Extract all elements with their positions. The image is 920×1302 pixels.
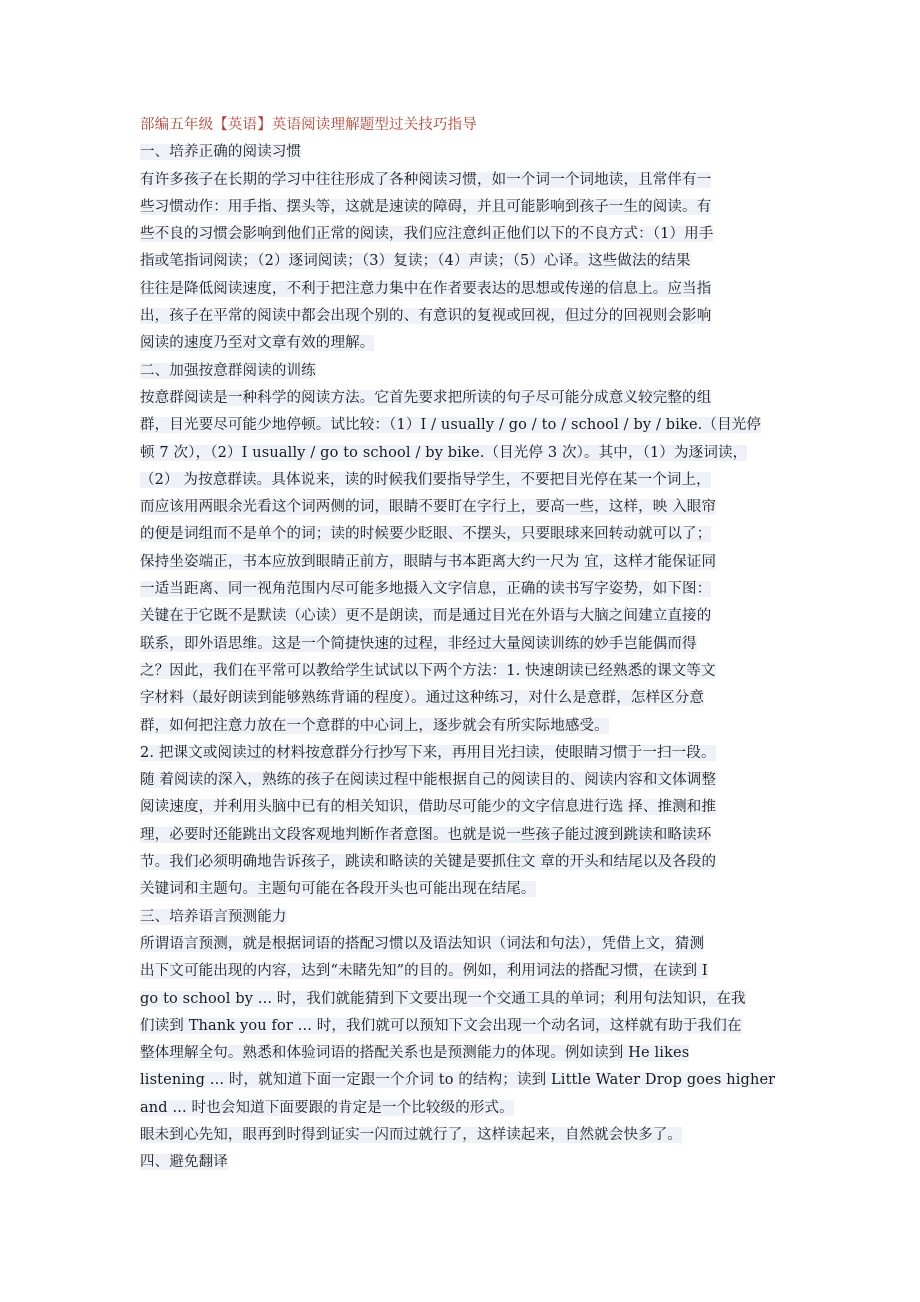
paragraph-line [140, 740, 785, 767]
line-text: 群，目光要尽可能少地停顿。试比较：（1）I / usually / go / to / school / by / bike.（目光停 [140, 417, 762, 434]
section-heading [140, 139, 785, 166]
line-text: 2. 把课文或阅读过的材料按意群分行抄写下来，再用目光扫读，使眼睛习惯于一扫一段。 [140, 744, 716, 761]
line-text: 一、培养正确的阅读习惯 [140, 144, 302, 161]
paragraph-line [140, 794, 785, 821]
line-text: 出下文可能出现的内容，达到“未睹先知”的目的。例如，利用词法的搭配习惯，在读到 I [140, 963, 708, 980]
paragraph-line [140, 767, 785, 794]
paragraph-line [140, 1122, 785, 1149]
line-text: 些习惯动作：用手指、摆头等，这就是速读的障碍，并且可能影响到孩子一生的阅读。有 [140, 198, 712, 215]
line-text: 所谓语言预测，就是根据词语的搭配习惯以及语法知识（词法和句法），凭借上文，猜测 [140, 935, 705, 952]
paragraph-line [140, 521, 785, 548]
line-text: 整体理解全句。熟悉和体验词语的搭配关系也是预测能力的体现。例如读到 He likes [140, 1045, 690, 1062]
paragraph-line [140, 849, 785, 876]
paragraph-line [140, 1095, 785, 1122]
paragraph-line [140, 412, 785, 439]
line-text: 理，必要时还能跳出文段客观地判断作者意图。也就是说一些孩子能过渡到跳读和略读环 [140, 826, 712, 843]
line-text: 的便是词组而不是单个的词；读的时候要少眨眼、不摆头，只要眼球来回转动就可以了； [140, 526, 712, 543]
paragraph-line [140, 1067, 785, 1094]
line-text: 阅读速度，并利用头脑中已有的相关知识，借助尽可能少的文字信息进行选 择、推测和推 [140, 799, 717, 816]
line-text: 联系，即外语思维。这是一个简捷快速的过程，非经过大量阅读训练的妙手岂能偶而得 [140, 635, 697, 652]
section-heading [140, 904, 785, 931]
line-text: 一适当距离、同一视角范围内尽可能多地摄入文字信息，正确的读书写字姿势，如下图： [140, 581, 712, 598]
line-text: 之？因此，我们在平常可以教给学生试试以下两个方法：1. 快速朗读已经熟悉的课文等文 [140, 662, 716, 679]
line-text: 往往是降低阅读速度，不利于把注意力集中在作者要表达的思想或传递的信息上。应当指 [140, 280, 712, 297]
line-text: 三、培养语言预测能力 [140, 908, 287, 925]
line-text: 随 着阅读的深入，熟练的孩子在阅读过程中能根据自己的阅读目的、阅读内容和文体调整 [140, 772, 717, 789]
paragraph-line [140, 167, 785, 194]
paragraph-line [140, 1040, 785, 1067]
paragraph-line [140, 549, 785, 576]
paragraph-line [140, 658, 785, 685]
paragraph-line [140, 385, 785, 412]
line-text: 而应该用两眼余光看这个词两侧的词，眼睛不要盯在字行上，要高一些，这样，映 入眼帘 [140, 499, 717, 516]
line-text: 眼未到心先知，眼再到时得到证实一闪而过就行了，这样读起来，自然就会快多了。 [140, 1126, 683, 1143]
paragraph-line [140, 576, 785, 603]
paragraph-line [140, 276, 785, 303]
line-text: 些不良的习惯会影响到他们正常的阅读，我们应注意纠正他们以下的不良方式：（1）用手 [140, 226, 714, 243]
line-text: 阅读的速度乃至对文章有效的理解。 [140, 335, 375, 352]
line-text: 有许多孩子在长期的学习中往往形成了各种阅读习惯，如一个词一个词地读，且常伴有一 [140, 171, 712, 188]
document-page [140, 112, 785, 1177]
line-text: and ... 时也会知道下面要跟的肯定是一个比较级的形式。 [140, 1099, 514, 1116]
line-text: 节。我们必须明确地告诉孩子，跳读和略读的关键是要抓住文 章的开头和结尾以及各段的 [140, 854, 717, 871]
section-heading [140, 358, 785, 385]
paragraph-line [140, 467, 785, 494]
paragraph-line [140, 931, 785, 958]
line-text: 保持坐姿端正，书本应放到眼睛正前方，眼睛与书本距离大约一尺为 宜，这样才能保证同 [140, 553, 717, 570]
line-text: listening ... 时，就知道下面一定跟一个介词 to 的结构；读到 Little Water Drop goes higher [140, 1072, 776, 1089]
paragraph-line [140, 303, 785, 330]
paragraph-line [140, 631, 785, 658]
paragraph-line [140, 494, 785, 521]
line-text: 字材料（最好朗读到能够熟练背诵的程度）。通过这种练习，对什么是意群，怎样区分意 [140, 690, 705, 707]
line-text: 出，孩子在平常的阅读中都会出现个别的、有意识的复视或回视，但过分的回视则会影响 [140, 308, 712, 325]
paragraph-line [140, 221, 785, 248]
line-text: go to school by ... 时，我们就能猜到下文要出现一个交通工具的单词；利用句法知识，在我 [140, 990, 746, 1007]
paragraph-line [140, 822, 785, 849]
paragraph-line [140, 958, 785, 985]
paragraph-line [140, 603, 785, 630]
line-text: 指或笔指词阅读；（2）逐词阅读；（3）复读；（4）声读；（5）心译。这些做法的结果 [140, 253, 691, 270]
line-text: （2） 为按意群读。具体说来，读的时候我们要指导学生，不要把目光停在某一个词上， [140, 471, 711, 488]
document-title: 部编五年级【英语】英语阅读理解题型过关技巧指导 [140, 117, 477, 133]
line-text: 们读到 Thank you for ... 时，我们就可以预知下文会出现一个动名词，这样就有助于我们在 [140, 1017, 742, 1034]
paragraph-line [140, 685, 785, 712]
paragraph-line [140, 440, 785, 467]
paragraph-line [140, 194, 785, 221]
paragraph-line [140, 986, 785, 1013]
paragraph-line [140, 713, 785, 740]
paragraph-line [140, 876, 785, 903]
line-text: 二、加强按意群阅读的训练 [140, 362, 316, 379]
line-text: 关键在于它既不是默读（心读）更不是朗读，而是通过目光在外语与大脑之间建立直接的 [140, 608, 712, 625]
line-text: 按意群阅读是一种科学的阅读方法。它首先要求把所读的句子尽可能分成意义较完整的组 [140, 389, 712, 406]
paragraph-line [140, 330, 785, 357]
line-text: 关键词和主题句。主题句可能在各段开头也可能出现在结尾。 [140, 881, 536, 898]
paragraph-line [140, 248, 785, 275]
paragraph-line [140, 1013, 785, 1040]
section-heading [140, 1149, 785, 1176]
line-text: 顿 7 次），（2）I usually / go to school / by bike.（目光停 3 次）。其中，（1）为逐词读， [140, 444, 748, 461]
document-body [140, 139, 785, 1176]
line-text: 四、避免翻译 [140, 1154, 228, 1171]
line-text: 群，如何把注意力放在一个意群的中心词上，逐步就会有所实际地感受。 [140, 717, 609, 734]
